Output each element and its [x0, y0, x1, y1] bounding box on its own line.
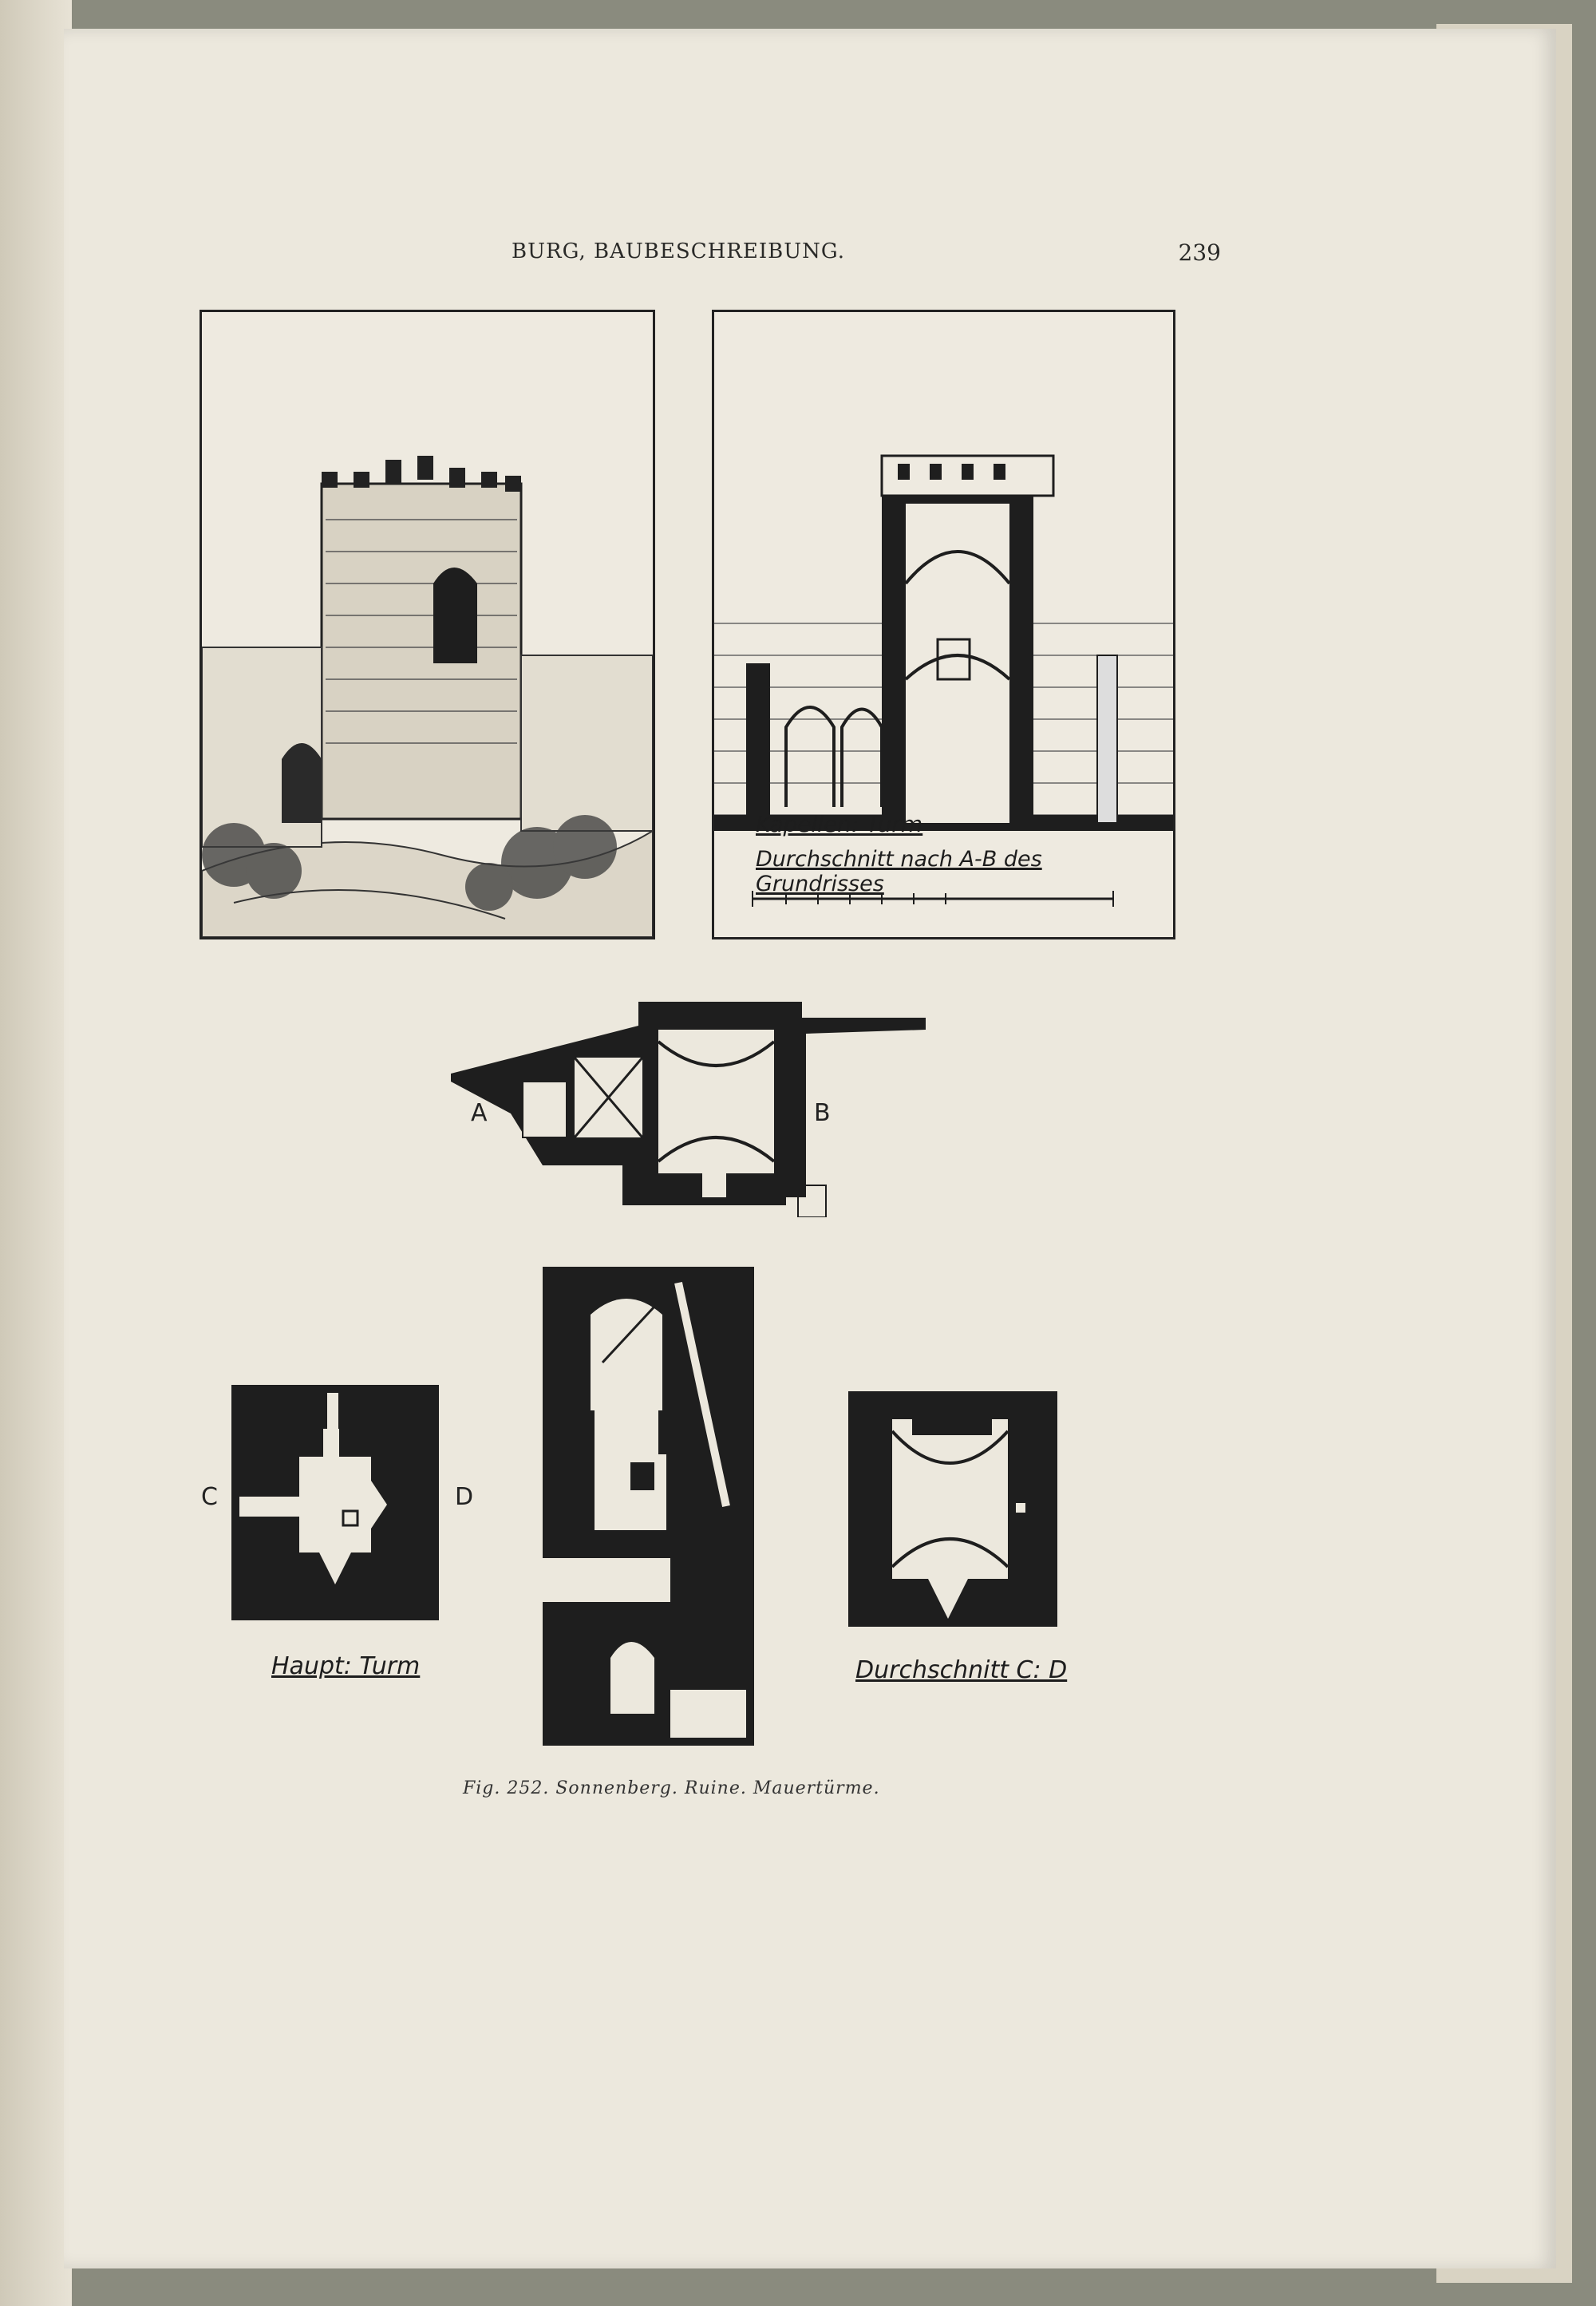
main-tower-label: Haupt: Turm: [271, 1652, 421, 1680]
page-number: 239: [1178, 239, 1221, 266]
section-title-line2: Durchschnitt nach A-B des Grundrisses: [756, 847, 1042, 896]
page-gutter: [0, 0, 72, 2306]
chapel-tower-section-drawing: [712, 310, 1175, 939]
chapel-tower-section-illustration: [714, 312, 1173, 937]
tower-perspective-drawing: [200, 310, 655, 939]
running-head: BURG, BAUBESCHREIBUNG.: [512, 239, 845, 263]
plan-marker-d: D: [455, 1483, 474, 1511]
plan-marker-a: A: [471, 1099, 488, 1127]
main-tower-plan: [231, 1385, 439, 1620]
section-cd-plan: [848, 1391, 1057, 1627]
figure-caption: Fig. 252. Sonnenberg. Ruine. Mauertürme.: [463, 1778, 880, 1798]
tower-perspective-illustration: [202, 312, 653, 937]
plan-marker-c: C: [201, 1483, 218, 1511]
main-tower-longitudinal-section: [543, 1267, 754, 1746]
floor-plan-ab: [447, 994, 942, 1217]
plan-marker-b: B: [814, 1099, 831, 1127]
section-title-line1: Kapellen: Turm: [756, 811, 923, 837]
section-cd-label: Durchschnitt C: D: [855, 1656, 1068, 1684]
